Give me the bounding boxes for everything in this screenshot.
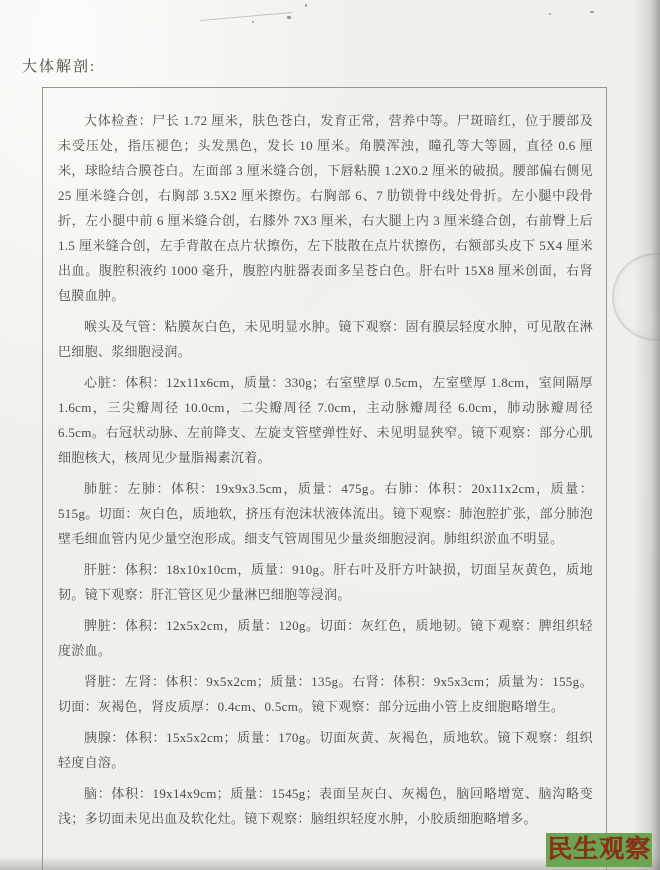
report-paragraph-spleen: 脾脏：体积：12x5x2cm，质量：120g。切面：灰红色，质地韧。镜下观察：脾组织轻度淤血。	[58, 618, 593, 658]
page-title: 大体解剖:	[22, 59, 97, 75]
report-paragraph-kidneys: 肾脏：左肾：体积：9x5x2cm；质量：135g。右肾：体积：9x5x3cm；质量为：155g。切面：灰褐色，肾皮质厚：0.4cm、0.5cm。镜下观察：部分远曲小管上皮细胞略增生。	[58, 674, 593, 714]
report-paragraph-general-exam: 大体检查：尸长 1.72 厘米，肤色苍白，发育正常，营养中等。尸斑暗红，位于腰部及未受压处，指压褪色；头发黑色，发长 10 厘米。角膜浑浊，瞳孔等大等圆，直径 0.6 厘米，球睑结合膜苍白。左面部 3 厘米缝合创，下唇粘膜 1.2X0.2 厘米的破损。腰部偏右侧见 25 厘米缝合创，右胸部 3.5X2 厘米擦伤。右胸部 6、7 肋锁骨中线处骨折。左小腿中段骨折，左小腿中前 6 厘米缝合创，右膝外 7X3 厘米，右大腿上内 3 厘米缝合创，右前臀上后 1.5 厘米缝合创，左手背散在点片状擦伤，左下肢散在点片状擦伤，右额部头皮下 5X4 厘米出血。腹腔积液约 1000 毫升，腹腔内脏器表面多呈苍白色。肝右叶 15X8 厘米创面，右肾包膜血肿。	[58, 113, 593, 303]
report-paragraph-pancreas: 胰腺：体积：15x5x2cm；质量：170g。切面灰黄、灰褐色，质地软。镜下观察：组织轻度自溶。	[58, 730, 593, 770]
scan-speck	[549, 13, 551, 15]
paper-crease	[200, 12, 292, 21]
scan-speck	[305, 4, 307, 7]
report-box	[42, 87, 607, 870]
scan-speck	[590, 11, 594, 13]
report-paragraph-liver: 肝脏：体积：18x10x10cm，质量：910g。肝右叶及肝方叶缺损，切面呈灰黄色，质地韧。镜下观察：肝汇管区见少量淋巴细胞等浸润。	[58, 562, 593, 602]
faint-stamp-circle	[612, 253, 660, 341]
report-paragraph-lungs: 肺脏：左肺：体积：19x9x3.5cm，质量：475g。右肺：体积：20x11x2cm，质量：515g。切面：灰白色，质地软，挤压有泡沫状液体流出。镜下观察：肺泡腔扩张，部分肺泡壁毛细血管内见少量空泡形成。细支气管周围见少量炎细胞浸润。肺组织淤血不明显。	[58, 481, 593, 546]
report-paragraph-heart: 心脏：体积：12x11x6cm，质量：330g；右室壁厚 0.5cm，左室壁厚 1.8cm，室间隔厚 1.6cm，三尖瓣周径 10.0cm，二尖瓣周径 7.0cm，主动脉瓣周径 6.0cm，肺动脉瓣周径 6.5cm。右冠状动脉、左前降支、左旋支管壁弹性好、未见明显狭窄。镜下观察：部分心肌细胞核大，核周见少量脂褐素沉着。	[58, 375, 593, 465]
report-paragraph-larynx-trachea: 喉头及气管：粘膜灰白色，未见明显水肿。镜下观察：固有膜层轻度水肿，可见散在淋巴细胞、浆细胞浸润。	[58, 319, 593, 359]
scan-speck	[287, 16, 291, 19]
watermark-minsheng-guancha: 民生观察	[546, 833, 652, 867]
report-paragraph-brain: 脑：体积：19x14x9cm；质量：1545g；表面呈灰白、灰褐色，脑回略增宽、脑沟略变浅；多切面未见出血及软化灶。镜下观察：脑组织轻度水肿，小胶质细胞略增多。	[58, 786, 593, 826]
scan-speck	[252, 21, 254, 23]
